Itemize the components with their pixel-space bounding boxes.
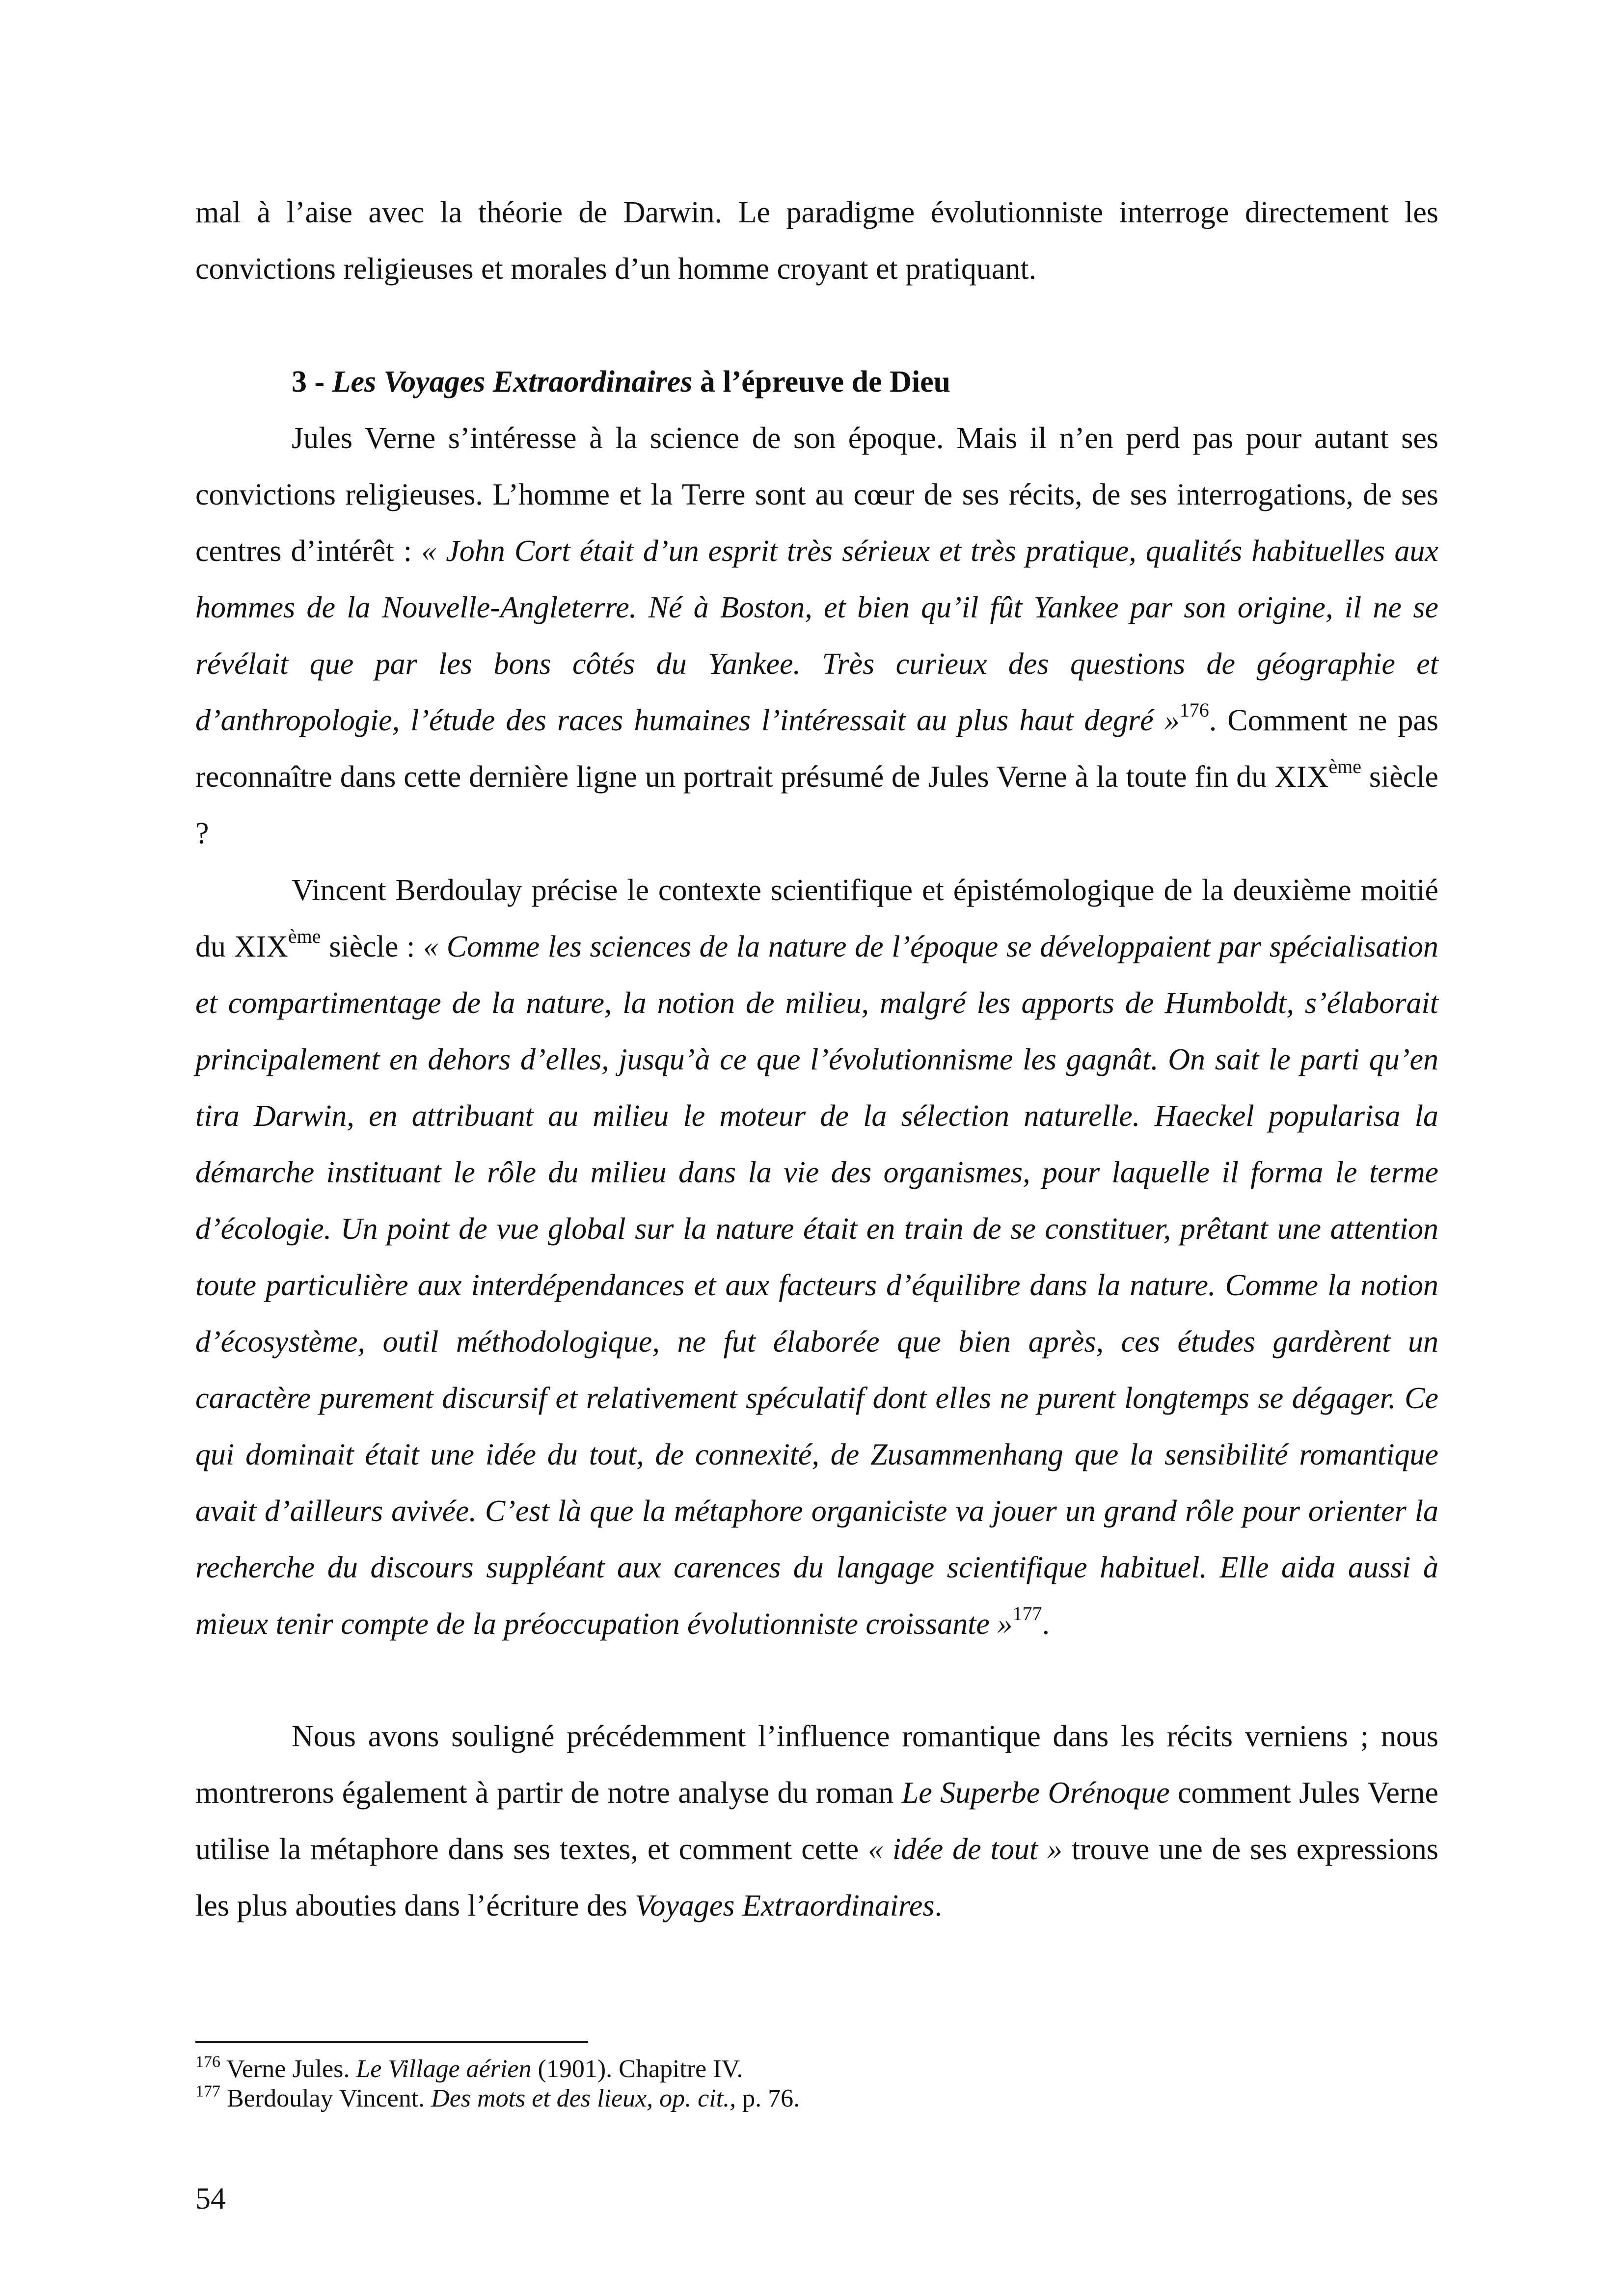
page-number: 54 — [195, 2182, 226, 2216]
century-superscript: ème — [1328, 755, 1361, 777]
paragraph-text: Nous avons souligné précédemment l’influence romantique dans les récits verniens ; nous montrerons également à partir de notre analyse du roman — [195, 1720, 1438, 1810]
quotation-john-cort: « John Cort était d’un esprit très sérieux et très pratique, qualités habituelles aux hommes de la Nouvelle-Angleterre. Né à Boston, et bien qu’il fût Yankee par son origine, il ne se révélait que par les bons côtés du Yankee. Très curieux des questions de géographie et d’anthropologie, l’étude des races humaines l’intéressait au plus haut degré » — [195, 534, 1438, 737]
footnote-number: 176 — [195, 2053, 220, 2071]
paragraph-berdoulay-context — [195, 862, 1438, 1653]
section-heading — [292, 354, 950, 410]
paragraph-text: . — [934, 1889, 942, 1922]
section-title-italic: Les Voyages Extraordinaires — [332, 365, 693, 399]
footnote-book-title: Le Village aérien — [356, 2055, 532, 2083]
footnote-number: 177 — [195, 2082, 220, 2101]
footnote-separator — [195, 2041, 588, 2043]
footnote-177 — [195, 2084, 1438, 2113]
footnote-text: p. 76. — [736, 2084, 800, 2112]
footnote-reference-176[interactable]: 176 — [1179, 699, 1209, 721]
quotation-berdoulay: « Comme les sciences de la nature de l’époque se développaient par spécialisation et compartimentage de la nature, la notion de milieu, malgré les apports de Humboldt, s’élaborait principalement en dehors d’elles, jusqu’à ce que l’évolutionnisme les gagnât. On sait le parti qu’en tira Darwin, en attribuant au milieu le moteur de la sélection naturelle. Haeckel popularisa la démarche instituant le rôle du milieu dans la vie des organismes, pour laquelle il forma le terme d’écologie. Un point de vue global sur la nature était en train de se constituer, prêtant une attention toute particulière aux interdépendances et aux facteurs d’équilibre dans la nature. Comme la notion d’écosystème, outil méthodologique, ne fut élaborée que bien après, ces études gardèrent un caractère purement discursif et relativement spéculatif dont elles ne purent longtemps se dégager. Ce qui dominait était une idée du tout, de connexité, de Zusammenhang que la sensibilité romantique avait d’ailleurs avivée. C’est là que la métaphore organiciste va jouer un grand rôle pour orienter la recherche du discours suppléant aux carences du langage scientifique habituel. Elle aida aussi à mieux tenir compte de la préoccupation évolutionniste croissante » — [195, 930, 1438, 1641]
section-number: 3 - — [292, 365, 332, 399]
paragraph-text: Vincent Berdoulay précise le contexte scientifique et épistémologique de la deuxième moitié du XIX — [195, 874, 1438, 963]
footnote-reference-177[interactable]: 177 — [1012, 1602, 1042, 1625]
paragraph-orenoque-analysis — [195, 1709, 1438, 1934]
paragraph-text: . — [1042, 1607, 1050, 1641]
section-title-rest: à l’épreuve de Dieu — [692, 365, 951, 399]
century-superscript: ème — [288, 925, 321, 947]
paragraph-text: comment Jules Verne utilise la métaphore dans ses textes, et comment cette — [195, 1776, 1438, 1866]
footnote-text: Berdoulay Vincent. — [220, 2084, 432, 2112]
paragraph-text: trouve une de ses expressions les plus abouties dans l’écriture des — [195, 1833, 1438, 1922]
paragraph-text: siècle : — [321, 930, 424, 963]
paragraph-text: . Comment ne pas reconnaître dans cette dernière ligne un portrait présumé de Jules Verne à la toute fin du XIX — [195, 704, 1439, 794]
footnote-book-title: Des mots et des lieux, op. cit., — [431, 2084, 736, 2112]
quotation-idee-de-tout: « idée de tout » — [868, 1833, 1062, 1866]
paragraph-continuation — [195, 185, 1438, 297]
paragraph-jules-verne-science — [195, 410, 1438, 862]
paragraph-text: siècle ? — [195, 760, 1438, 850]
paragraph-text: Jules Verne s’intéresse à la science de son époque. Mais il n’en perd pas pour autant ses convictions religieuses. L’homme et la Terre sont au cœur de ses récits, de ses interrogations, de ses centres d’intérêt : — [195, 422, 1438, 568]
footnote-176 — [195, 2055, 1438, 2084]
footnote-text: Verne Jules. — [220, 2055, 356, 2083]
book-title-superbe-orenoque: Le Superbe Orénoque — [901, 1776, 1170, 1810]
footnote-text: (1901). Chapitre IV. — [531, 2055, 743, 2083]
book-title-voyages-extraordinaires: Voyages Extraordinaires — [635, 1889, 935, 1922]
paragraph-text: mal à l’aise avec la théorie de Darwin. Le paradigme évolutionniste interroge directement les convictions religieuses et morales d’un homme croyant et pratiquant. — [195, 196, 1438, 286]
